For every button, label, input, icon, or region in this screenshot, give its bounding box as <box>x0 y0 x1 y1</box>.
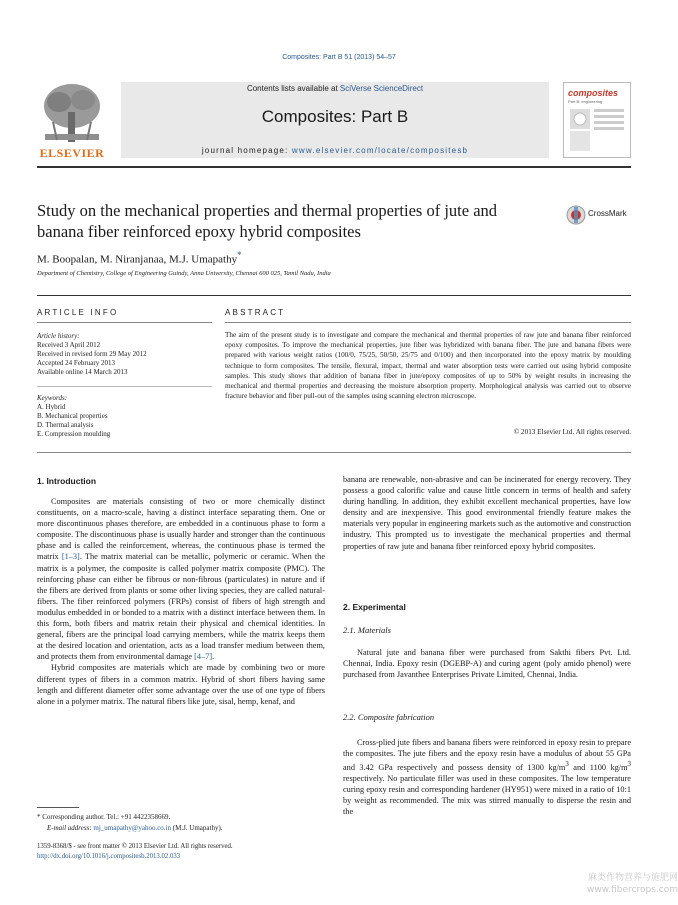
cover-subtitle: Part B: engineering <box>568 99 603 104</box>
fab-text-c: respectively. No particulate filler was used in these composites. The low temperature curing epoxy resin and corresponding hardener (HY951) were mixed in a ratio of 10:1 by weight as recommended. The mix was stirred manually to disperse the resin and the <box>343 774 631 817</box>
abstract-heading: ABSTRACT <box>225 308 286 317</box>
citation-link[interactable]: [4–7] <box>194 652 213 662</box>
history-revised: Received in revised form 29 May 2012 <box>37 350 147 358</box>
footnote <box>37 812 325 834</box>
email-link[interactable]: mj_umapathy@yahoo.co.in <box>93 824 172 832</box>
keyword-item: D. Thermal analysis <box>37 421 94 429</box>
keywords-label: Keywords: <box>37 394 68 402</box>
issn-block <box>37 842 233 862</box>
watermark-line-1: 麻类作物营养与施肥网 <box>587 873 678 883</box>
header-rule <box>37 166 631 168</box>
affiliation: Department of Chemistry, College of Engineering Guindy, Anna University, Chennai 600 025, Tamil Nadu, India <box>37 270 331 277</box>
history-online: Available online 14 March 2013 <box>37 368 128 376</box>
fab-text-b: and 1100 kg/m <box>568 762 628 772</box>
keyword-item: A. Hybrid <box>37 403 66 411</box>
email-label: E-mail address: <box>47 824 94 832</box>
corresponding-author-note: * Corresponding author. Tel.: +91 4422358669. <box>37 813 171 821</box>
body-rule <box>37 452 631 453</box>
keywords-divider <box>37 386 212 387</box>
history-accepted: Accepted 24 February 2013 <box>37 359 115 367</box>
author-list <box>37 250 242 266</box>
cover-title: composites <box>568 88 619 98</box>
intro-p1-text-a: Composites are materials consisting of two or more chemically distinct constituents, on a macro-scale, having a distinct interface separating them. One or more discontinuous phases therefore, are embedded in a continuous phase to form a composite. The discontinuous phase is usually harder and stronger than the continuous phase and is called the reinforcement, whereas, the continuous phase is termed the matrix <box>37 497 325 562</box>
fab-text-a: Cross-plied jute fibers and banana fibers were reinforced in epoxy resin to prepare the composites. The jute fibers and the epoxy resin have a modulus of about 55 GPa and 3.42 GPa respectively and possess density of 1300 kg/m <box>343 738 631 772</box>
materials-heading: 2.1. Materials <box>343 625 391 635</box>
contents-prefix: Contents lists available at <box>246 84 340 93</box>
footnote-rule <box>37 807 79 808</box>
intro-p1-text-b: . The matrix material can be metallic, polymeric or ceramic. When the matrix is a polymer, the composite is called polymer matrix composite (PMC). The reinforcing phase can either be fibrous or non-fibrous (particulates) in nature and if the fibers are derived from plants or some other living species, they are called natural-fibers. The fiber reinforced polymers (FRPs) consist of fibers of high strength and modulus embedded in or bonded to a matrix with a distinct interface between them. In this form, both fibers and matrix retain their physical and chemical identities. In general, fibers are the principal load carrying members, while the matrix keeps them at the desired location and orientation, acts as a load transfer medium between them, and protects them from environmental damage <box>37 552 326 662</box>
sciencedirect-link[interactable]: SciVerse ScienceDirect <box>339 84 424 93</box>
history-label: Article history: <box>37 332 80 340</box>
keywords <box>37 394 217 439</box>
doi-link[interactable]: http://dx.doi.org/10.1016/j.compositesb.2013.02.033 <box>37 853 181 860</box>
crossmark-badge[interactable] <box>566 205 636 225</box>
cover-graphic <box>570 109 626 153</box>
left-column <box>37 496 325 707</box>
abstract-underline <box>225 322 631 323</box>
journal-title: Composites: Part B <box>261 107 409 126</box>
citation-link[interactable]: [1–3] <box>61 552 80 562</box>
corresponding-author-mark[interactable]: * <box>237 250 242 260</box>
site-watermark <box>552 872 678 896</box>
intro-paragraph-1 <box>37 496 325 662</box>
email-suffix: (M.J. Umapathy). <box>171 824 223 832</box>
crossmark-label: CrossMark <box>588 209 627 218</box>
superscript: 3 <box>627 761 631 769</box>
authors-text: M. Boopalan, M. Niranjanaa, M.J. Umapathy <box>37 253 238 266</box>
issn-line: 1359-8368/$ - see front matter © 2013 Elsevier Ltd. All rights reserved. <box>37 843 233 850</box>
email-line <box>37 823 325 834</box>
materials-paragraph: Natural jute and banana fiber were purchased from Sakthi fibers Pvt. Ltd. Chennai, India. Epoxy resin (DGEBP-A) and curing agent (poly amido phenol) were purchased from Javanthee Enterprises Private Limited, Chennai, India. <box>343 648 631 680</box>
keyword-item: B. Mechanical properties <box>37 412 108 420</box>
abstract-text: The aim of the present study is to investigate and compare the mechanical and thermal properties of raw jute and banana fiber reinforced epoxy composites. To improve the mechanical properties, jute fiber was hybridized with banana fiber. The jute and banana fibers were prepared with various weight ratios (100/0, 75/25, 50/50, 25/75 and 0/100) and then incorporated into the epoxy matrix by moulding technique to form composites. The tensile, flexural, impact, thermal and water absorption tests were carried out using hybrid composite samples. This study shows that addition of banana fiber in jute/epoxy composites of up to 50% by weight results in increasing the mechanical and thermal properties and decreasing the moisture absorption property. Morphological analysis was carried out to observe fracture behavior and fiber pull-out of the samples using scanning electron microscope. <box>225 331 631 401</box>
info-rule <box>37 295 631 296</box>
journal-cover-thumbnail[interactable] <box>563 82 631 158</box>
contents-line <box>121 84 549 93</box>
abstract-copyright: © 2013 Elsevier Ltd. All rights reserved. <box>513 428 631 436</box>
fabrication-heading: 2.2. Composite fabrication <box>343 712 435 722</box>
fabrication-text <box>343 737 631 817</box>
journal-citation[interactable]: Composites: Part B 51 (2013) 54–57 <box>282 54 396 61</box>
article-history <box>37 332 217 377</box>
crossmark-icon <box>566 205 586 225</box>
article-info-heading: ARTICLE INFO <box>37 308 119 317</box>
right-column-paragraph: banana are renewable, non-abrasive and can be incinerated for energy recovery. They possess a good calorific value and cause little concern in terms of health and safety during handling. In addition, they exhibit excellent mechanical properties, have low density and are inexpensive. This good environmental friendly feature makes the materials very popular in engineering markets such as the automotive and construction industry. This prompted us to investigate the mechanical properties and thermal properties of raw jute and banana fiber reinforced epoxy hybrid composites. <box>343 475 631 551</box>
intro-paragraph-2: Hybrid composites are materials which are made by combining two or more different types of fibers in a common matrix. Hybrid of short fibers having same length and different diameter offer some advantage over the use of one type of fibers alone in a polymer matrix. The natural fibers like jute, sisal, hemp, kenaf, and <box>37 663 325 706</box>
homepage-link[interactable]: www.elsevier.com/locate/compositesb <box>291 146 469 155</box>
history-received: Received 3 April 2012 <box>37 341 101 349</box>
elsevier-wordmark: ELSEVIER <box>39 146 105 160</box>
experimental-heading: 2. Experimental <box>343 602 406 612</box>
superscript: 3 <box>565 761 569 769</box>
fabrication-paragraph <box>343 737 631 817</box>
article-title: Study on the mechanical properties and thermal properties of jute and banana fiber reinforced epoxy hybrid composites <box>37 201 498 241</box>
journal-homepage <box>121 146 549 155</box>
keyword-item: E. Compression moulding <box>37 430 111 438</box>
homepage-prefix: journal homepage: <box>201 146 292 155</box>
watermark-line-2: www.fibercrops.com <box>587 885 678 895</box>
intro-p1-text-c: . <box>212 652 215 662</box>
introduction-heading: 1. Introduction <box>37 476 97 486</box>
article-info-underline <box>37 322 212 323</box>
